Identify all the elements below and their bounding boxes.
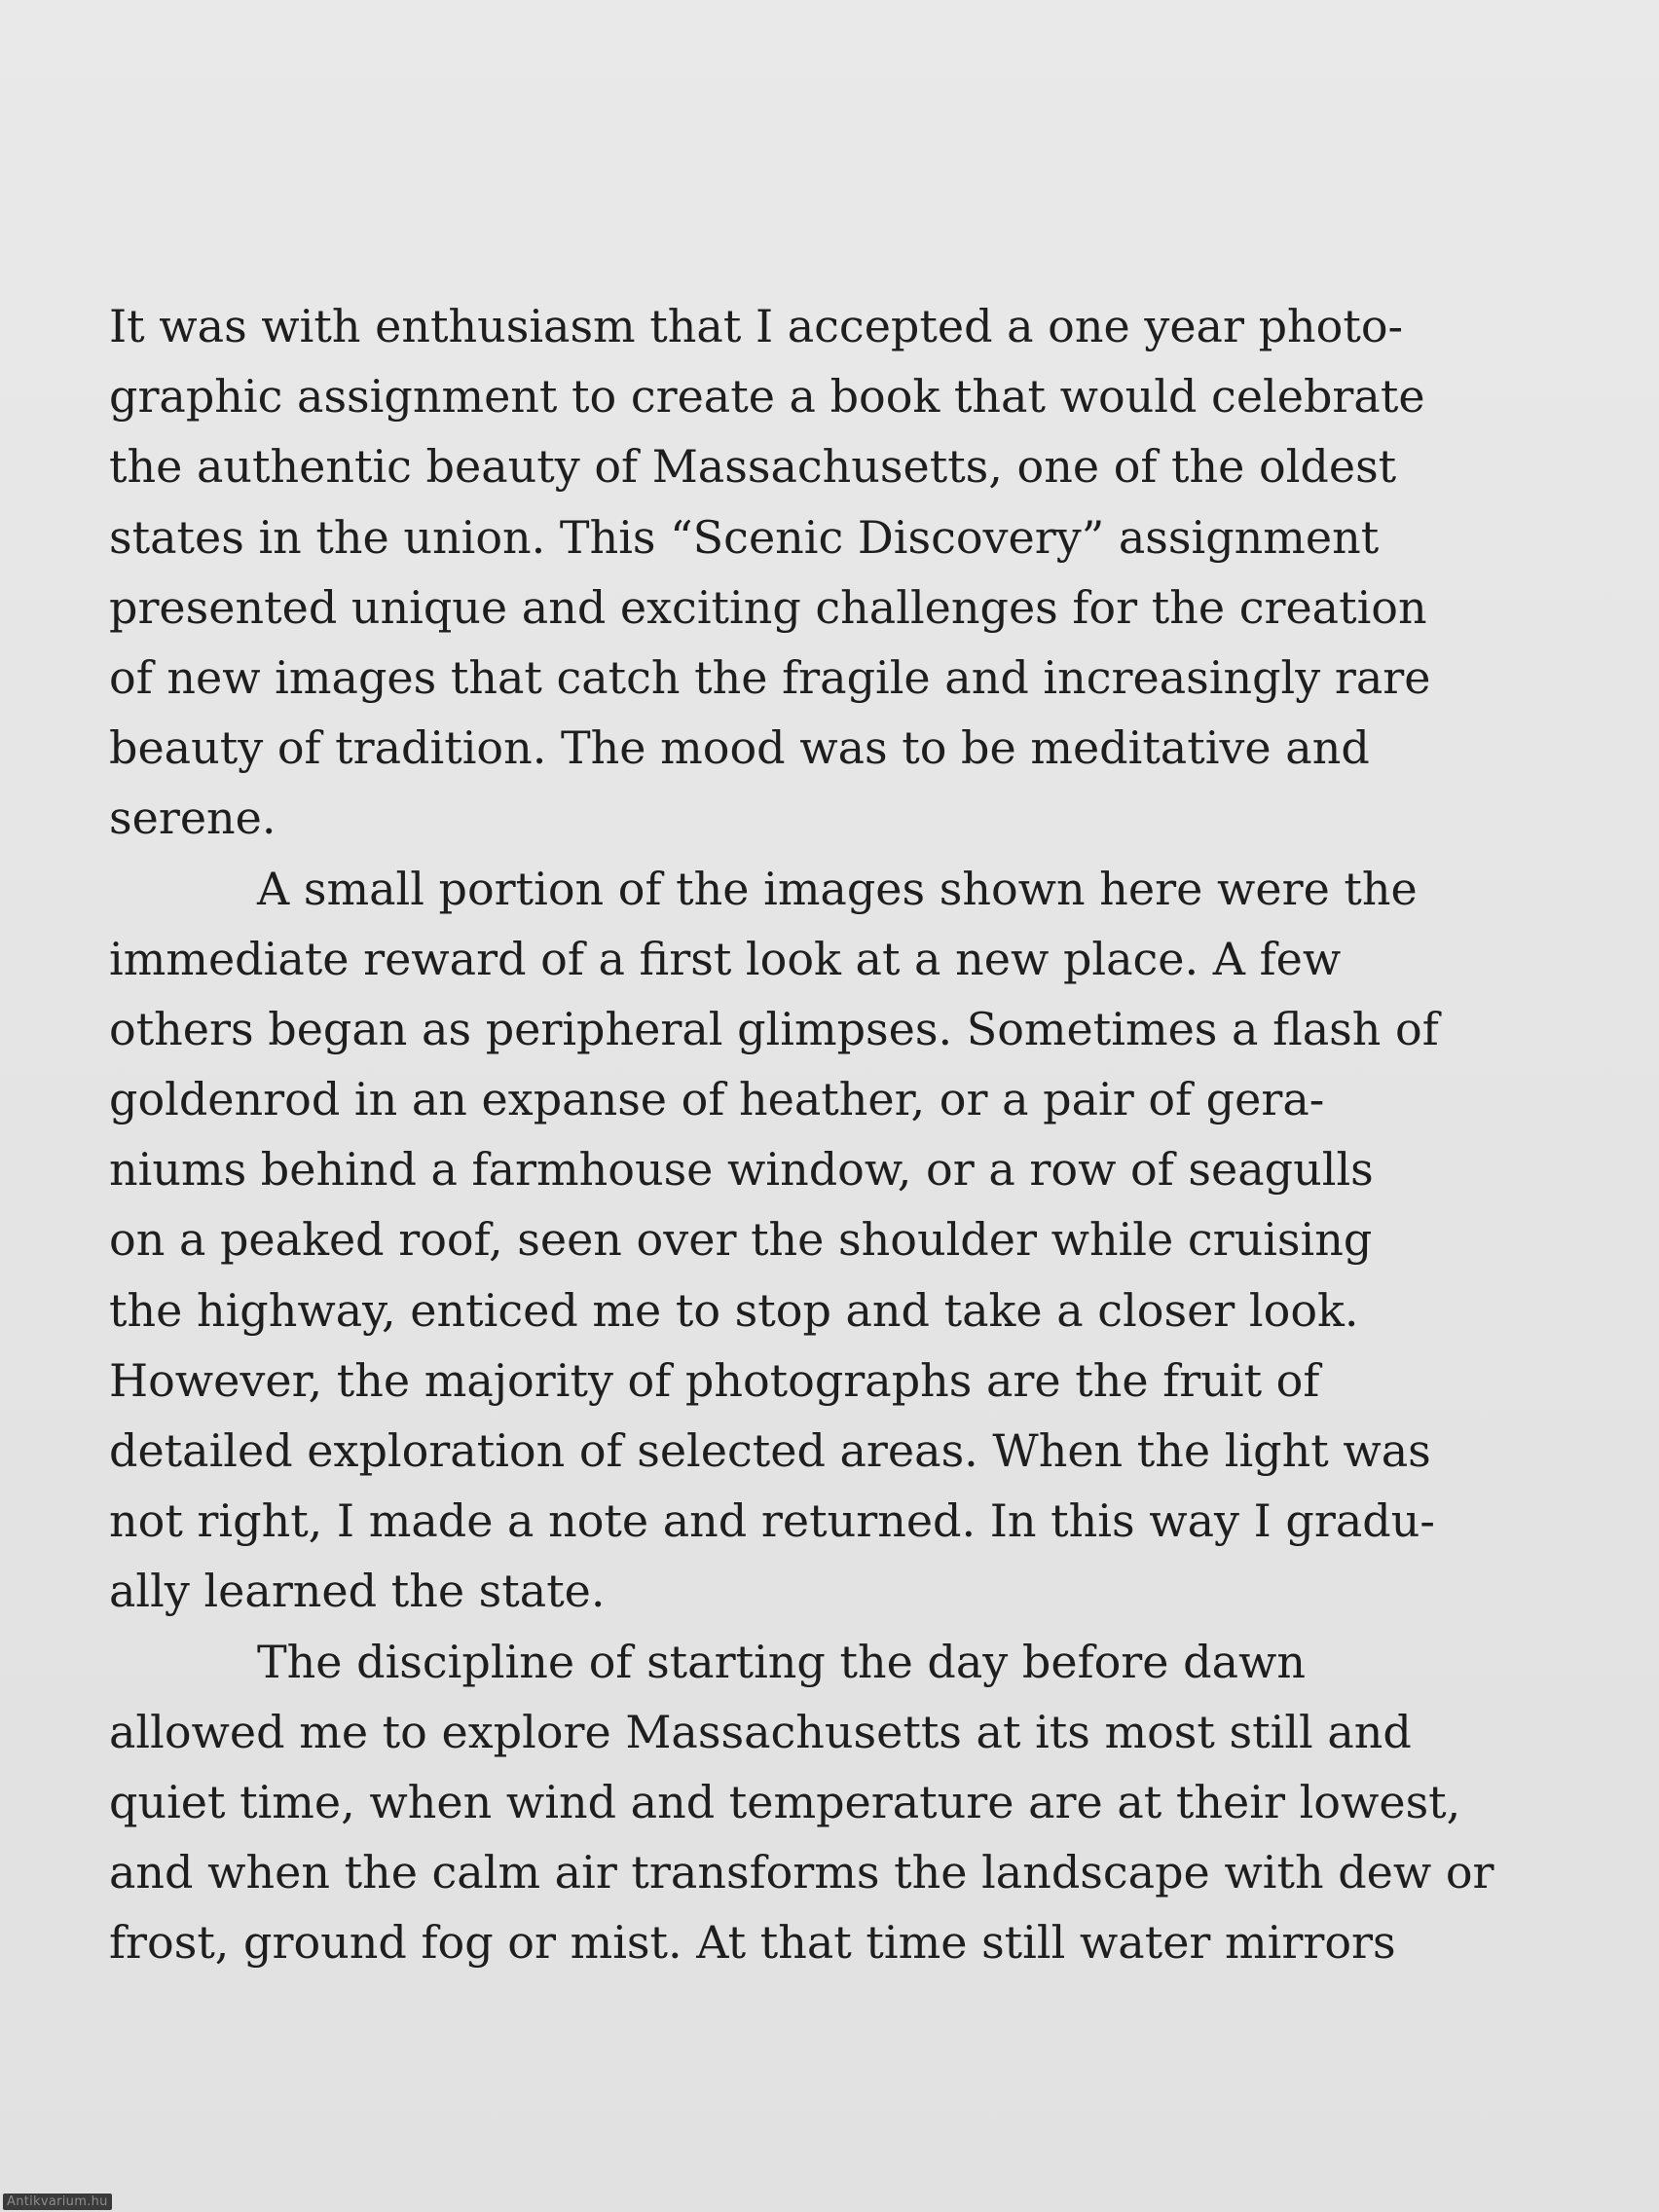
text-line: and when the calm air transforms the landscape with dew or <box>109 1846 1494 1899</box>
paragraph-first-line: A small portion of the images shown here were the <box>257 862 1418 915</box>
text-line: However, the majority of photographs are the fruit of <box>109 1353 1320 1407</box>
text-line: the authentic beauty of Massachusetts, one of the oldest <box>109 440 1397 494</box>
text-line: presented unique and exciting challenges for the creation <box>109 580 1427 634</box>
text-line: ally learned the state. <box>109 1565 606 1618</box>
text-line: beauty of tradition. The mood was to be meditative and <box>109 721 1370 775</box>
text-line: quiet time, when wind and temperature are at their lowest, <box>109 1775 1461 1828</box>
text-line: frost, ground fog or mist. At that time still water mirrors <box>109 1916 1396 1970</box>
text-line: the highway, enticed me to stop and take a closer look. <box>109 1283 1359 1337</box>
text-line: It was with enthusiasm that I accepted a one year photo- <box>109 300 1404 352</box>
text-line: goldenrod in an expanse of heather, or a pair of gera- <box>109 1073 1325 1126</box>
body-text <box>109 291 1628 1978</box>
text-line: niums behind a farmhouse window, or a row of seagulls <box>109 1143 1374 1197</box>
text-line: detailed exploration of selected areas. When the light was <box>109 1424 1431 1477</box>
text-line: immediate reward of a first look at a new place. A few <box>109 932 1342 985</box>
text-line: others began as peripheral glimpses. Sometimes a flash of <box>109 1002 1439 1055</box>
text-line: states in the union. This “Scenic Discovery” assignment <box>109 510 1380 564</box>
text-line: on a peaked roof, seen over the shoulder while cruising <box>109 1213 1373 1267</box>
text-line: of new images that catch the fragile and increasingly rare <box>109 650 1431 704</box>
watermark: Antikvarium.hu <box>3 2194 112 2210</box>
text-line: allowed me to explore Massachusetts at its most still and <box>109 1705 1412 1758</box>
text-line: graphic assignment to create a book that would celebrate <box>109 370 1425 424</box>
text-line: serene. <box>109 792 276 845</box>
text-line: not right, I made a note and returned. In this way I gradu- <box>109 1494 1435 1548</box>
paragraph-first-line: The discipline of starting the day before dawn <box>257 1635 1307 1688</box>
